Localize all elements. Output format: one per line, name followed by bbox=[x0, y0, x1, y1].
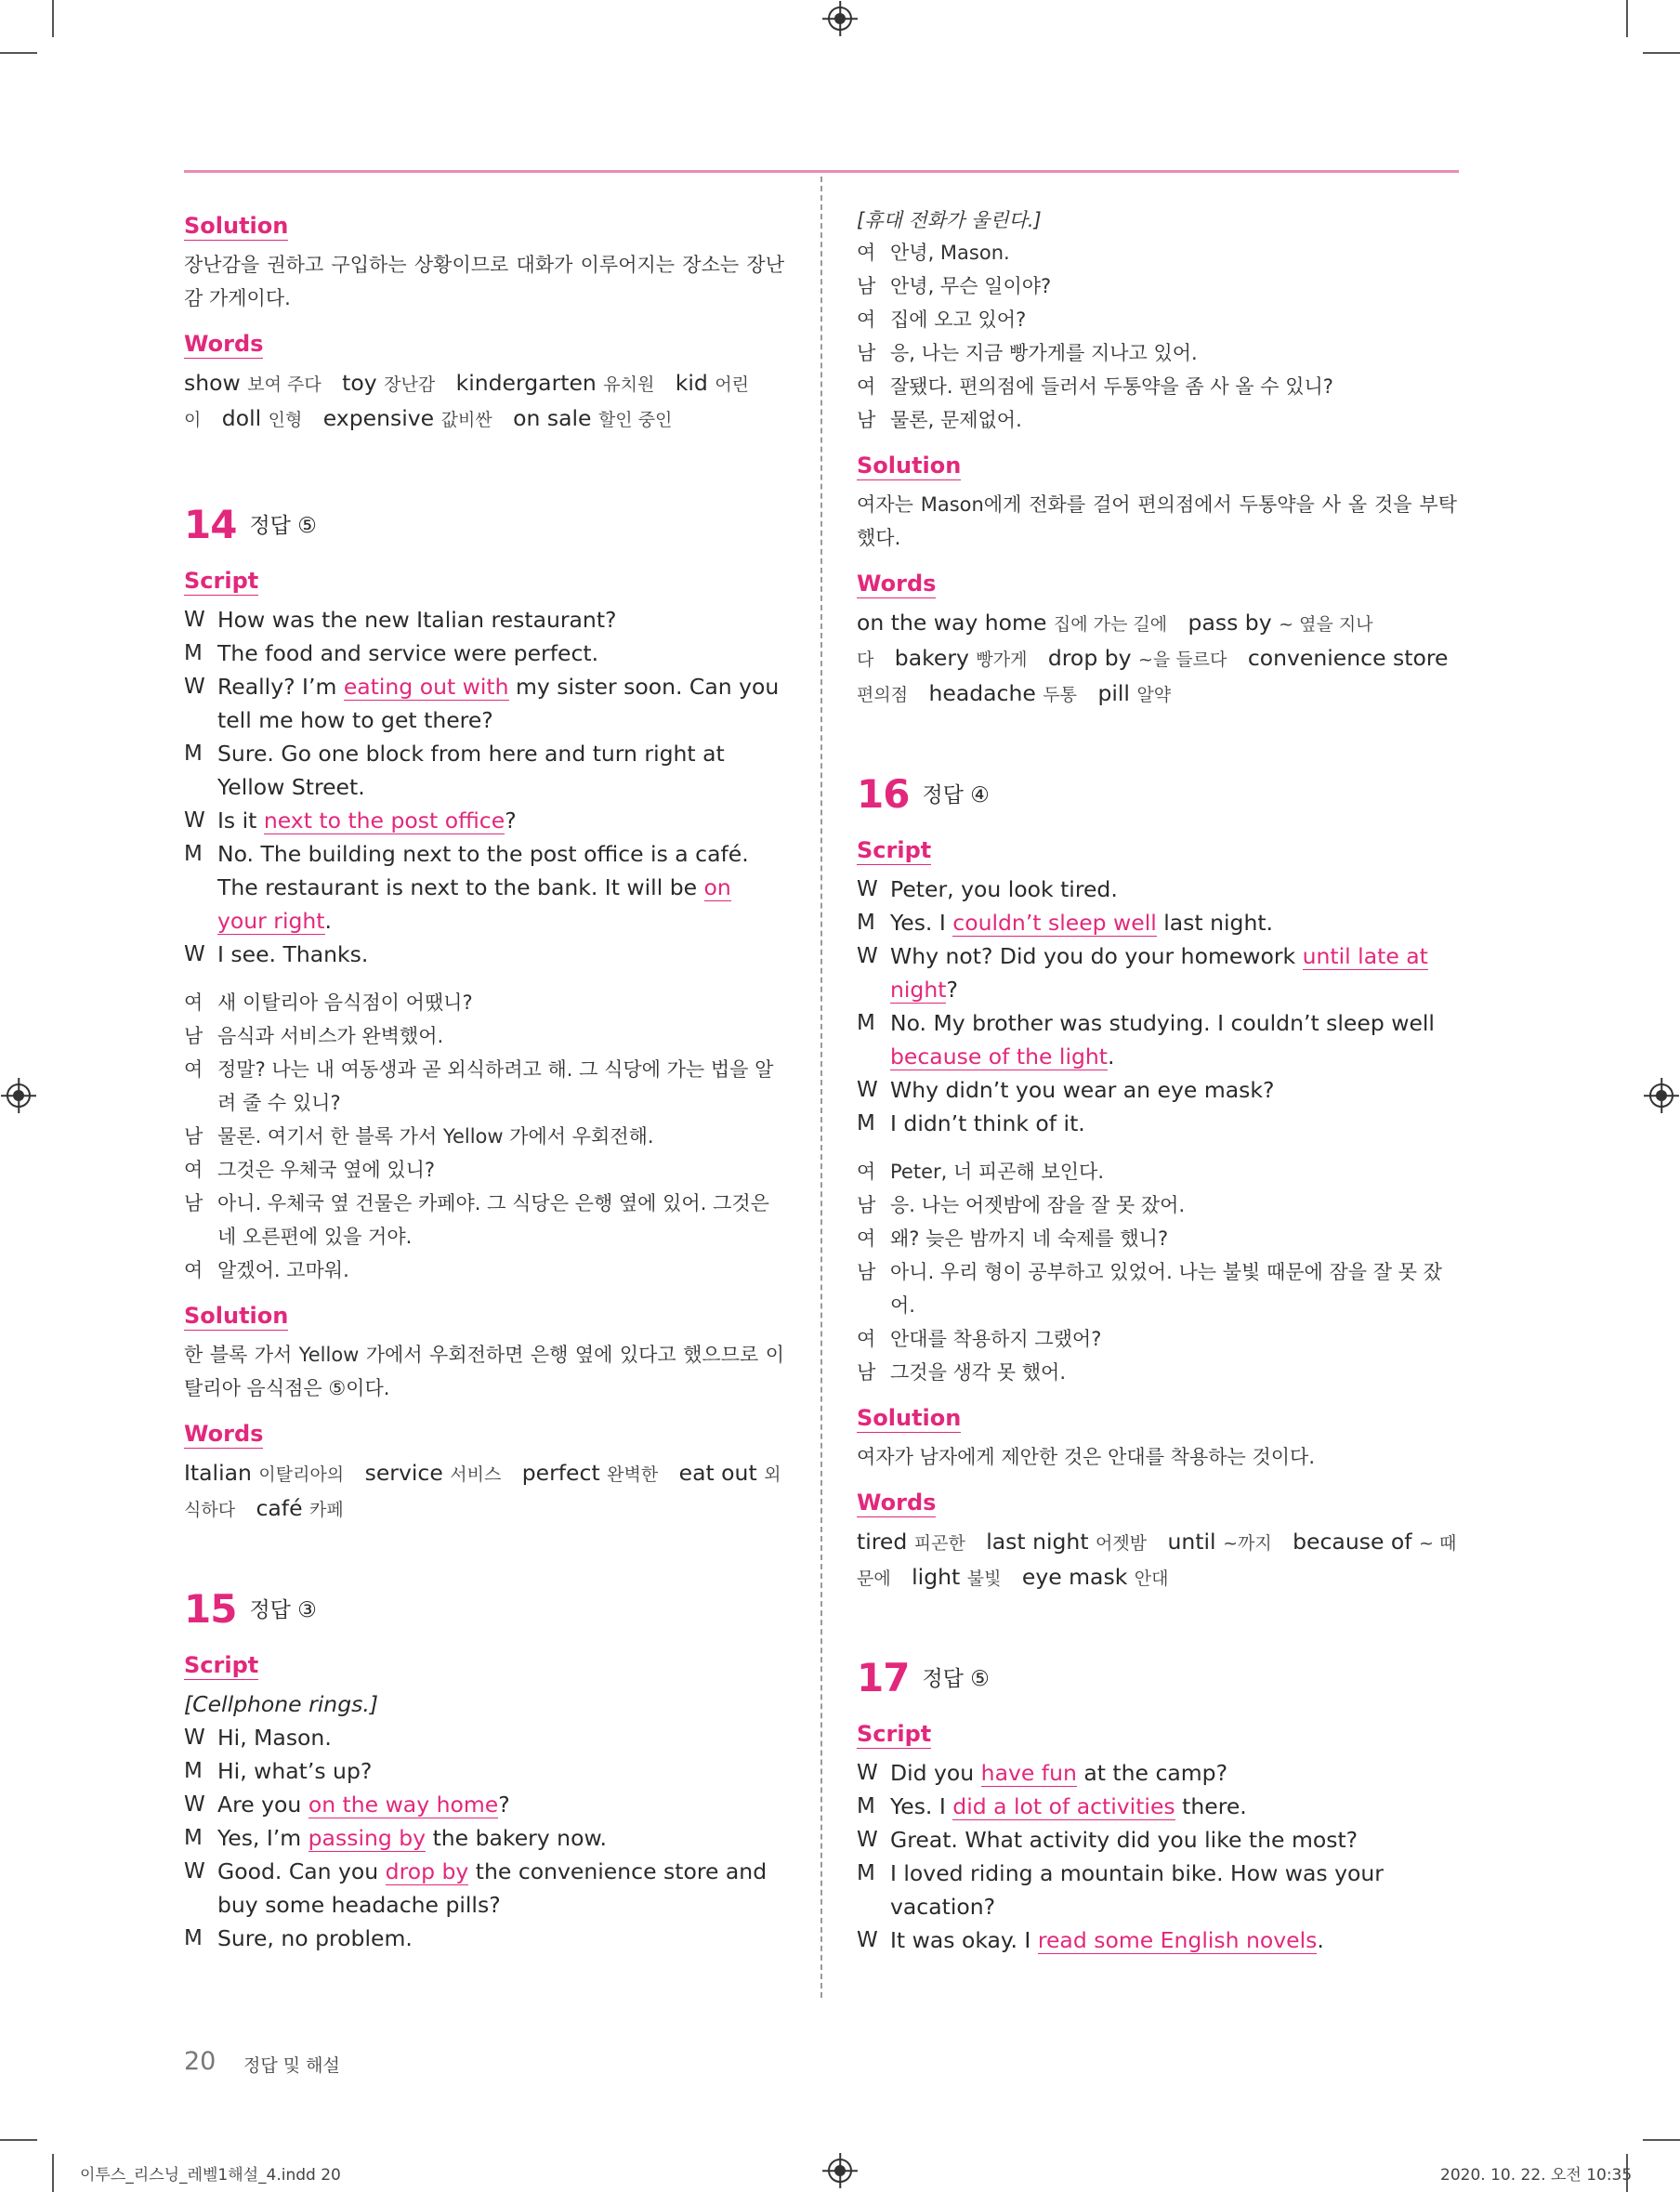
translation-text: 아니. 우체국 옆 건물은 카페야. 그 식당은 은행 옆에 있어. 그것은 네 오른편에 있을 거야. bbox=[217, 1192, 769, 1248]
script-text: I loved riding a mountain bike. How was your vacation? bbox=[890, 1860, 1384, 1920]
registration-mark-icon bbox=[7, 1083, 31, 1108]
script-17 bbox=[857, 1756, 1457, 1957]
word-ko: 할인 중인 bbox=[597, 410, 673, 430]
script-text: I didn’t think of it. bbox=[890, 1110, 1085, 1136]
script-heading: Script bbox=[857, 837, 932, 863]
speaker-label: W bbox=[857, 1828, 878, 1852]
translation-text: 응. 나는 어젯밤에 잠을 잘 못 잤어. bbox=[890, 1194, 1186, 1216]
script-line bbox=[184, 1821, 784, 1855]
translation-line bbox=[184, 1187, 784, 1254]
script-text: Is it bbox=[217, 807, 264, 833]
key-expression: next to the post office bbox=[263, 807, 505, 833]
word-en: service bbox=[364, 1460, 443, 1486]
words-heading: Words bbox=[184, 1421, 264, 1447]
script-text: Peter, you look tired. bbox=[890, 876, 1118, 902]
word-en: pill bbox=[1097, 680, 1130, 706]
answer-label: 정답 ⑤ bbox=[922, 1667, 990, 1691]
speaker-label: W bbox=[184, 1726, 205, 1750]
script-text: . bbox=[1108, 1043, 1115, 1070]
answer-label: 정답 ③ bbox=[249, 1598, 317, 1622]
registration-mark-icon bbox=[828, 7, 852, 31]
script-text: Sure. Go one block from here and turn right at Yellow Street. bbox=[217, 741, 725, 800]
script-heading: Script bbox=[184, 568, 259, 594]
speaker-label: 여 bbox=[857, 1161, 876, 1183]
translation-text: Peter, 너 피곤해 보인다. bbox=[890, 1161, 1105, 1183]
script-text: Why didn’t you wear an eye mask? bbox=[890, 1077, 1275, 1103]
word-en: doll bbox=[221, 405, 262, 431]
speaker-label: M bbox=[184, 842, 203, 866]
word-en: headache bbox=[928, 680, 1036, 706]
script-text: . bbox=[1317, 1927, 1324, 1953]
speaker-label: M bbox=[184, 1759, 203, 1783]
word-ko: 인형 bbox=[268, 410, 303, 430]
crop-mark bbox=[52, 0, 54, 37]
word-ko: 집에 가는 길에 bbox=[1053, 614, 1168, 635]
question-number: 17 bbox=[857, 1655, 910, 1700]
question-number: 14 bbox=[184, 502, 237, 547]
key-expression: did a lot of activities bbox=[952, 1793, 1175, 1819]
solution-heading: Solution bbox=[857, 1405, 962, 1431]
translation-line bbox=[857, 303, 1457, 336]
registration-mark-icon bbox=[828, 2159, 852, 2183]
translation-line bbox=[184, 1254, 784, 1287]
translation-16 bbox=[857, 1155, 1457, 1389]
translation-text: 새 이탈리아 음식점이 어땠니? bbox=[217, 991, 473, 1014]
speaker-label: W bbox=[184, 675, 205, 699]
script-text: Hi, Mason. bbox=[217, 1725, 332, 1751]
word-en: eye mask bbox=[1021, 1564, 1128, 1590]
translation-line bbox=[857, 269, 1457, 303]
word-ko: ~까지 bbox=[1223, 1533, 1272, 1554]
crop-mark bbox=[1643, 52, 1680, 54]
script-line bbox=[184, 1754, 784, 1788]
speaker-label: 여 bbox=[184, 1159, 203, 1181]
word-en: convenience store bbox=[1247, 645, 1449, 671]
words-heading: Words bbox=[857, 1490, 937, 1516]
word-ko: 두통 bbox=[1043, 685, 1078, 705]
translation-line bbox=[857, 1356, 1457, 1389]
answer-label: 정답 ④ bbox=[922, 783, 990, 807]
script-line bbox=[184, 737, 784, 804]
words-heading: Words bbox=[184, 331, 264, 357]
speaker-label: M bbox=[857, 1861, 875, 1885]
solution-text: 여자는 Mason에게 전화를 걸어 편의점에서 두통약을 사 올 것을 부탁했다. bbox=[857, 493, 1457, 549]
stage-direction: [Cellphone rings.] bbox=[184, 1691, 378, 1717]
script-text: No. The building next to the post office is a café. The restaurant is next to the bank. It will be bbox=[217, 841, 749, 900]
word-en: bakery bbox=[894, 645, 969, 671]
crop-mark bbox=[1643, 2139, 1680, 2141]
script-text: Yes. I bbox=[890, 910, 953, 936]
translation-text: 아니. 우리 형이 공부하고 있었어. 나는 불빛 때문에 잠을 잘 못 잤어. bbox=[890, 1261, 1442, 1317]
script-line bbox=[857, 1823, 1457, 1857]
word-ko: 보여 주다 bbox=[247, 374, 322, 395]
left-column bbox=[184, 204, 784, 1955]
word-en: last night bbox=[986, 1529, 1089, 1555]
word-ko: 편의점 bbox=[857, 685, 909, 705]
speaker-label: 남 bbox=[857, 1361, 876, 1384]
section-label: 정답 및 해설 bbox=[243, 2055, 340, 2076]
script-text: Great. What activity did you like the most? bbox=[890, 1827, 1358, 1853]
speaker-label: 남 bbox=[857, 275, 876, 297]
word-ko: 빵가게 bbox=[976, 650, 1028, 670]
script-text: . bbox=[324, 908, 333, 934]
script-line bbox=[857, 939, 1457, 1006]
speaker-label: 남 bbox=[184, 1125, 203, 1148]
script-line bbox=[184, 804, 784, 837]
word-en: toy bbox=[342, 370, 377, 396]
answer-label: 정답 ⑤ bbox=[249, 514, 317, 538]
translation-line bbox=[184, 986, 784, 1019]
translation-text: 그것은 우체국 옆에 있니? bbox=[217, 1159, 436, 1181]
script-line bbox=[857, 1073, 1457, 1107]
key-expression: have fun bbox=[980, 1760, 1077, 1786]
page-number: 20 bbox=[184, 2047, 217, 2076]
words-list bbox=[857, 606, 1457, 712]
crop-mark bbox=[1626, 0, 1628, 37]
script-line bbox=[857, 1107, 1457, 1140]
speaker-label: W bbox=[184, 1859, 205, 1884]
script-text: Are you bbox=[217, 1792, 308, 1818]
speaker-label: 남 bbox=[857, 1194, 876, 1216]
word-en: perfect bbox=[521, 1460, 600, 1486]
script-line bbox=[184, 670, 784, 737]
translation-text: 안대를 착용하지 그랬어? bbox=[890, 1328, 1102, 1350]
script-line bbox=[857, 1790, 1457, 1823]
translation-line bbox=[857, 403, 1457, 437]
script-text: Why not? Did you do your homework bbox=[890, 943, 1303, 969]
solution-text: 여자가 남자에게 제안한 것은 안대를 착용하는 것이다. bbox=[857, 1446, 1316, 1468]
translation-text: 그것을 생각 못 했어. bbox=[890, 1361, 1066, 1384]
translation-line bbox=[857, 1188, 1457, 1222]
word-en: Italian bbox=[184, 1460, 252, 1486]
column-divider bbox=[820, 177, 822, 1998]
speaker-label: W bbox=[857, 1078, 878, 1102]
script-line bbox=[857, 873, 1457, 906]
speaker-label: 여 bbox=[184, 991, 203, 1014]
translation-line bbox=[857, 370, 1457, 403]
translation-text: 물론, 문제없어. bbox=[890, 409, 1022, 431]
word-en: kid bbox=[675, 370, 708, 396]
script-text: The food and service were perfect. bbox=[217, 640, 599, 666]
translation-line bbox=[857, 1222, 1457, 1255]
script-text: Yes, I’m bbox=[217, 1825, 308, 1851]
translation-line bbox=[184, 1120, 784, 1153]
script-text: Good. Can you bbox=[217, 1858, 386, 1884]
script-text: Did you bbox=[890, 1760, 981, 1786]
word-en: expensive bbox=[322, 405, 435, 431]
words-list bbox=[184, 1456, 784, 1527]
speaker-label: 여 bbox=[857, 1328, 876, 1350]
translation-line bbox=[184, 1019, 784, 1053]
solution-heading: Solution bbox=[184, 1303, 289, 1329]
speaker-label: 여 bbox=[184, 1259, 203, 1281]
script-text: ? bbox=[946, 977, 958, 1003]
script-text: Yes. I bbox=[890, 1793, 953, 1819]
solution-heading: Solution bbox=[857, 453, 962, 479]
script-line bbox=[184, 1855, 784, 1922]
speaker-label: 남 bbox=[184, 1025, 203, 1047]
crop-mark bbox=[0, 2139, 37, 2141]
script-line bbox=[184, 1922, 784, 1955]
speaker-label: 여 bbox=[857, 308, 876, 331]
speaker-label: M bbox=[857, 1794, 875, 1818]
question-16-header bbox=[857, 771, 1457, 823]
translation-text: 왜? 늦은 밤까지 네 숙제를 했니? bbox=[890, 1227, 1169, 1250]
speaker-label: M bbox=[857, 911, 875, 935]
speaker-label: M bbox=[184, 1826, 203, 1850]
script-line bbox=[184, 637, 784, 670]
word-en: café bbox=[256, 1495, 303, 1521]
speaker-label: 여 bbox=[857, 1227, 876, 1250]
words-list bbox=[857, 1525, 1457, 1595]
speaker-label: M bbox=[857, 1111, 875, 1135]
script-text: last night. bbox=[1156, 910, 1274, 936]
speaker-label: W bbox=[857, 944, 878, 968]
question-14-header bbox=[184, 502, 784, 554]
translation-text: 음식과 서비스가 완벽했어. bbox=[217, 1025, 444, 1047]
speaker-label: 남 bbox=[857, 409, 876, 431]
key-expression: on the way home bbox=[308, 1792, 499, 1818]
speaker-label: W bbox=[184, 608, 205, 632]
word-ko: 유치원 bbox=[603, 374, 655, 395]
speaker-label: 남 bbox=[857, 1261, 876, 1283]
speaker-label: M bbox=[184, 1926, 203, 1950]
script-heading: Script bbox=[184, 1652, 259, 1678]
script-16 bbox=[857, 873, 1457, 1140]
word-en: show bbox=[184, 370, 241, 396]
word-ko: 불빛 bbox=[966, 1569, 1002, 1589]
script-text: How was the new Italian restaurant? bbox=[217, 607, 617, 633]
file-slug: 이투스_리스닝_레벨1해설_4.indd 20 bbox=[80, 2166, 341, 2185]
word-ko: ~을 들르다 bbox=[1138, 650, 1227, 670]
question-number: 15 bbox=[184, 1586, 237, 1632]
print-timestamp: 2020. 10. 22. 오전 10:35 bbox=[1440, 2166, 1633, 2185]
translation-line bbox=[857, 236, 1457, 269]
right-column bbox=[857, 204, 1457, 1957]
translation-text: 안녕, Mason. bbox=[890, 242, 1010, 264]
script-line bbox=[184, 1788, 784, 1821]
script-text: the bakery now. bbox=[426, 1825, 607, 1851]
script-15 bbox=[184, 1721, 784, 1955]
word-ko: ~ 때문에 bbox=[857, 1533, 1457, 1589]
speaker-label: W bbox=[184, 942, 205, 966]
speaker-label: W bbox=[184, 808, 205, 833]
word-ko: ~ 옆을 지나다 bbox=[857, 614, 1373, 670]
script-text: there. bbox=[1175, 1793, 1247, 1819]
speaker-label: 남 bbox=[857, 342, 876, 364]
translation-text: 정말? 나는 내 여동생과 곧 외식하려고 해. 그 식당에 가는 법을 알려 줄 수 있니? bbox=[217, 1058, 774, 1114]
script-text: Really? I’m bbox=[217, 674, 344, 700]
key-expression: on your right bbox=[217, 874, 731, 934]
word-ko: 카페 bbox=[309, 1500, 344, 1520]
speaker-label: M bbox=[184, 742, 203, 766]
key-expression: passing by bbox=[308, 1825, 427, 1851]
script-line bbox=[857, 1857, 1457, 1923]
script-text: ? bbox=[498, 1792, 510, 1818]
speaker-label: 여 bbox=[857, 375, 876, 398]
word-ko: 어젯밤 bbox=[1096, 1533, 1148, 1554]
crop-mark bbox=[0, 52, 37, 54]
script-line bbox=[184, 938, 784, 971]
script-text: It was okay. I bbox=[890, 1927, 1038, 1953]
word-en: on sale bbox=[513, 405, 592, 431]
crop-mark bbox=[52, 2154, 54, 2192]
word-en: kindergarten bbox=[455, 370, 597, 396]
script-line bbox=[857, 1006, 1457, 1073]
registration-mark-icon bbox=[1649, 1083, 1673, 1108]
solution-text: 장난감을 권하고 구입하는 상황이므로 대화가 이루어지는 장소는 장난감 가게이다. bbox=[184, 254, 784, 309]
header-rule bbox=[184, 170, 1459, 173]
translation-15 bbox=[857, 236, 1457, 437]
script-text: I see. Thanks. bbox=[217, 941, 369, 967]
question-15-header bbox=[184, 1586, 784, 1638]
script-text: my sister soon. Can you tell me how to get there? bbox=[217, 674, 780, 733]
words-heading: Words bbox=[857, 571, 937, 597]
translation-text: 물론. 여기서 한 블록 가서 Yellow 가에서 우회전해. bbox=[217, 1125, 654, 1148]
words-list bbox=[184, 366, 784, 437]
word-en: tired bbox=[857, 1529, 908, 1555]
speaker-label: M bbox=[857, 1011, 875, 1035]
word-ko: 완벽한 bbox=[607, 1464, 659, 1485]
word-ko: 값비싼 bbox=[440, 410, 492, 430]
key-expression: couldn’t sleep well bbox=[952, 910, 1157, 936]
key-expression: eating out with bbox=[343, 674, 509, 700]
script-text: the convenience store and buy some headache pills? bbox=[217, 1858, 768, 1918]
script-line bbox=[184, 1721, 784, 1754]
script-text: No. My brother was studying. I couldn’t sleep well bbox=[890, 1010, 1435, 1036]
translation-line bbox=[857, 1155, 1457, 1188]
speaker-label: M bbox=[184, 641, 203, 665]
word-ko: 장난감 bbox=[384, 374, 436, 395]
translation-line bbox=[184, 1053, 784, 1120]
script-line bbox=[857, 1756, 1457, 1790]
word-ko: 외식하다 bbox=[184, 1464, 781, 1520]
word-ko: 알약 bbox=[1136, 685, 1172, 705]
speaker-label: W bbox=[857, 1761, 878, 1785]
speaker-label: W bbox=[857, 877, 878, 901]
script-line bbox=[857, 1923, 1457, 1957]
key-expression: drop by bbox=[385, 1858, 469, 1884]
key-expression: because of the light bbox=[890, 1043, 1109, 1070]
key-expression: until late at night bbox=[890, 943, 1428, 1003]
word-en: light bbox=[912, 1564, 961, 1590]
word-ko: 어린이 bbox=[184, 374, 750, 430]
word-ko: 이탈리아의 bbox=[258, 1464, 345, 1485]
word-ko: 피곤한 bbox=[913, 1533, 965, 1554]
translation-line bbox=[857, 1255, 1457, 1322]
translation-14 bbox=[184, 986, 784, 1287]
script-line bbox=[857, 906, 1457, 939]
word-en: eat out bbox=[678, 1460, 757, 1486]
stage-direction: [휴대 전화가 울린다.] bbox=[857, 209, 1042, 231]
script-14 bbox=[184, 603, 784, 971]
word-en: drop by bbox=[1047, 645, 1132, 671]
solution-text: 한 블록 가서 Yellow 가에서 우회전하면 은행 옆에 있다고 했으므로 이탈리아 음식점은 ⑤이다. bbox=[184, 1344, 784, 1399]
script-line bbox=[184, 603, 784, 637]
translation-line bbox=[857, 336, 1457, 370]
translation-text: 알겠어. 고마워. bbox=[217, 1259, 349, 1281]
translation-text: 집에 오고 있어? bbox=[890, 308, 1027, 331]
script-heading: Script bbox=[857, 1721, 932, 1747]
solution-heading: Solution bbox=[184, 213, 289, 239]
word-en: until bbox=[1167, 1529, 1216, 1555]
question-number: 16 bbox=[857, 771, 910, 817]
script-text: Hi, what’s up? bbox=[217, 1758, 373, 1784]
key-expression: read some English novels bbox=[1037, 1927, 1318, 1953]
word-en: because of bbox=[1293, 1529, 1412, 1555]
script-text: Sure, no problem. bbox=[217, 1925, 413, 1951]
translation-line bbox=[857, 1322, 1457, 1356]
word-en: pass by bbox=[1188, 610, 1272, 636]
script-line bbox=[184, 837, 784, 938]
script-text: ? bbox=[505, 807, 517, 833]
speaker-label: 남 bbox=[184, 1192, 203, 1214]
speaker-label: 여 bbox=[857, 242, 876, 264]
translation-line bbox=[184, 1153, 784, 1187]
translation-text: 응, 나는 지금 빵가게를 지나고 있어. bbox=[890, 342, 1198, 364]
script-text: at the camp? bbox=[1076, 1760, 1228, 1786]
speaker-label: 여 bbox=[184, 1058, 203, 1081]
question-17-header bbox=[857, 1655, 1457, 1707]
speaker-label: W bbox=[857, 1928, 878, 1952]
word-ko: 안대 bbox=[1134, 1569, 1169, 1589]
translation-text: 잘됐다. 편의점에 들러서 두통약을 좀 사 올 수 있니? bbox=[890, 375, 1333, 398]
translation-text: 안녕, 무슨 일이야? bbox=[890, 275, 1052, 297]
word-ko: 서비스 bbox=[450, 1464, 502, 1485]
speaker-label: W bbox=[184, 1792, 205, 1817]
word-en: on the way home bbox=[857, 610, 1047, 636]
